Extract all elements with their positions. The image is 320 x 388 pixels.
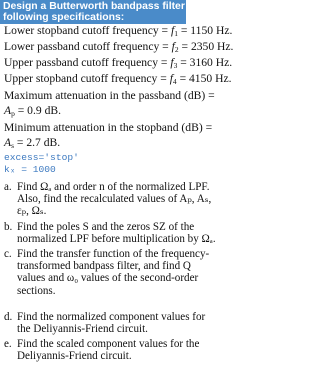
spec-f4-symbol: f bbox=[169, 72, 173, 85]
task-a-line-1: Find Ωₐ and order n of the normalized LPF. bbox=[17, 181, 210, 193]
spec-ap-symbol: A bbox=[4, 104, 12, 117]
task-d-line-2: the Deliyannis-Friend circuit. bbox=[17, 323, 148, 336]
spec-f3-subscript: 3 bbox=[173, 61, 178, 70]
task-e-line-2: Deliyannis-Friend circuit. bbox=[17, 350, 132, 363]
task-c-label: c. bbox=[4, 248, 12, 260]
spec-f2-subscript: 2 bbox=[174, 45, 179, 54]
task-d bbox=[4, 311, 250, 335]
spec-as-line-2 bbox=[4, 136, 60, 149]
task-b-label: b. bbox=[4, 221, 13, 233]
spec-ap-value: = 0.9 dB. bbox=[14, 104, 61, 117]
task-c-line-1: Find the transfer function of the frequency- bbox=[17, 248, 210, 260]
spec-f4-label: Upper stopband cutoff frequency = bbox=[4, 72, 170, 85]
spec-f1-symbol: f bbox=[170, 24, 175, 37]
spec-f4-value: = 4150 Hz. bbox=[176, 72, 232, 85]
code-line-1: excess='stop' bbox=[4, 152, 79, 163]
spec-ap-line-2 bbox=[4, 104, 61, 117]
spec-f3-value: = 3160 Hz. bbox=[177, 56, 233, 69]
task-b bbox=[4, 221, 250, 245]
task-c-line-2: transformed bandpass filter, and find Q bbox=[17, 260, 191, 273]
spec-as-subscript: s bbox=[11, 141, 15, 150]
spec-f1 bbox=[4, 24, 232, 37]
problem-heading bbox=[0, 0, 227, 24]
spec-as-value: = 2.7 dB. bbox=[14, 136, 61, 149]
spec-f2 bbox=[4, 40, 233, 53]
code-line-2: kₓ = 1000 bbox=[4, 164, 56, 175]
task-a-line-2: Also, find the recalculated values of Aₚ, Aₛ, bbox=[17, 193, 212, 206]
spec-f1-subscript: 1 bbox=[174, 29, 178, 38]
task-a-line-3: εₚ, Ωₛ. bbox=[17, 205, 47, 218]
spec-as-symbol: A bbox=[4, 136, 12, 149]
spec-f1-label: Lower stopband cutoff frequency = bbox=[4, 24, 171, 37]
task-b-line-1: Find the poles S and the zeros SZ of the bbox=[17, 221, 195, 233]
spec-f3 bbox=[4, 56, 232, 69]
spec-f2-label: Lower passband cutoff frequency = bbox=[4, 40, 172, 53]
task-a-label: a. bbox=[4, 181, 12, 193]
task-c bbox=[4, 248, 250, 297]
task-e-line-1: Find the scaled component values for the bbox=[17, 338, 200, 350]
task-a bbox=[4, 181, 250, 218]
task-e bbox=[4, 338, 250, 362]
heading-line-1: Design a Butterworth bandpass filter with the bbox=[3, 1, 227, 12]
spec-f4-subscript: 4 bbox=[172, 77, 177, 86]
spec-f2-value: = 2350 Hz. bbox=[178, 40, 234, 53]
heading-line-2: following specifications: bbox=[3, 12, 125, 23]
spec-f2-symbol: f bbox=[171, 40, 175, 53]
task-c-line-4: sections. bbox=[17, 284, 56, 297]
spec-f1-value: = 1150 Hz. bbox=[177, 24, 233, 37]
task-b-line-2: normalized LPF before multiplication by Ωₐ. bbox=[17, 233, 216, 246]
task-c-line-3: values and ω₀ values of the second-order bbox=[17, 272, 199, 285]
spec-f4 bbox=[4, 72, 232, 85]
spec-f3-symbol: f bbox=[170, 56, 174, 69]
spec-f3-label: Upper passband cutoff frequency = bbox=[4, 56, 171, 69]
task-e-label: e. bbox=[4, 338, 12, 350]
task-d-label: d. bbox=[4, 311, 13, 323]
task-d-line-1: Find the normalized component values for bbox=[17, 311, 206, 323]
spec-ap-subscript: p bbox=[11, 109, 15, 118]
spec-as-line-1: Minimum attenuation in the stopband (dB) = bbox=[4, 121, 213, 134]
spec-ap-line-1: Maximum attenuation in the passband (dB) = bbox=[4, 89, 215, 102]
